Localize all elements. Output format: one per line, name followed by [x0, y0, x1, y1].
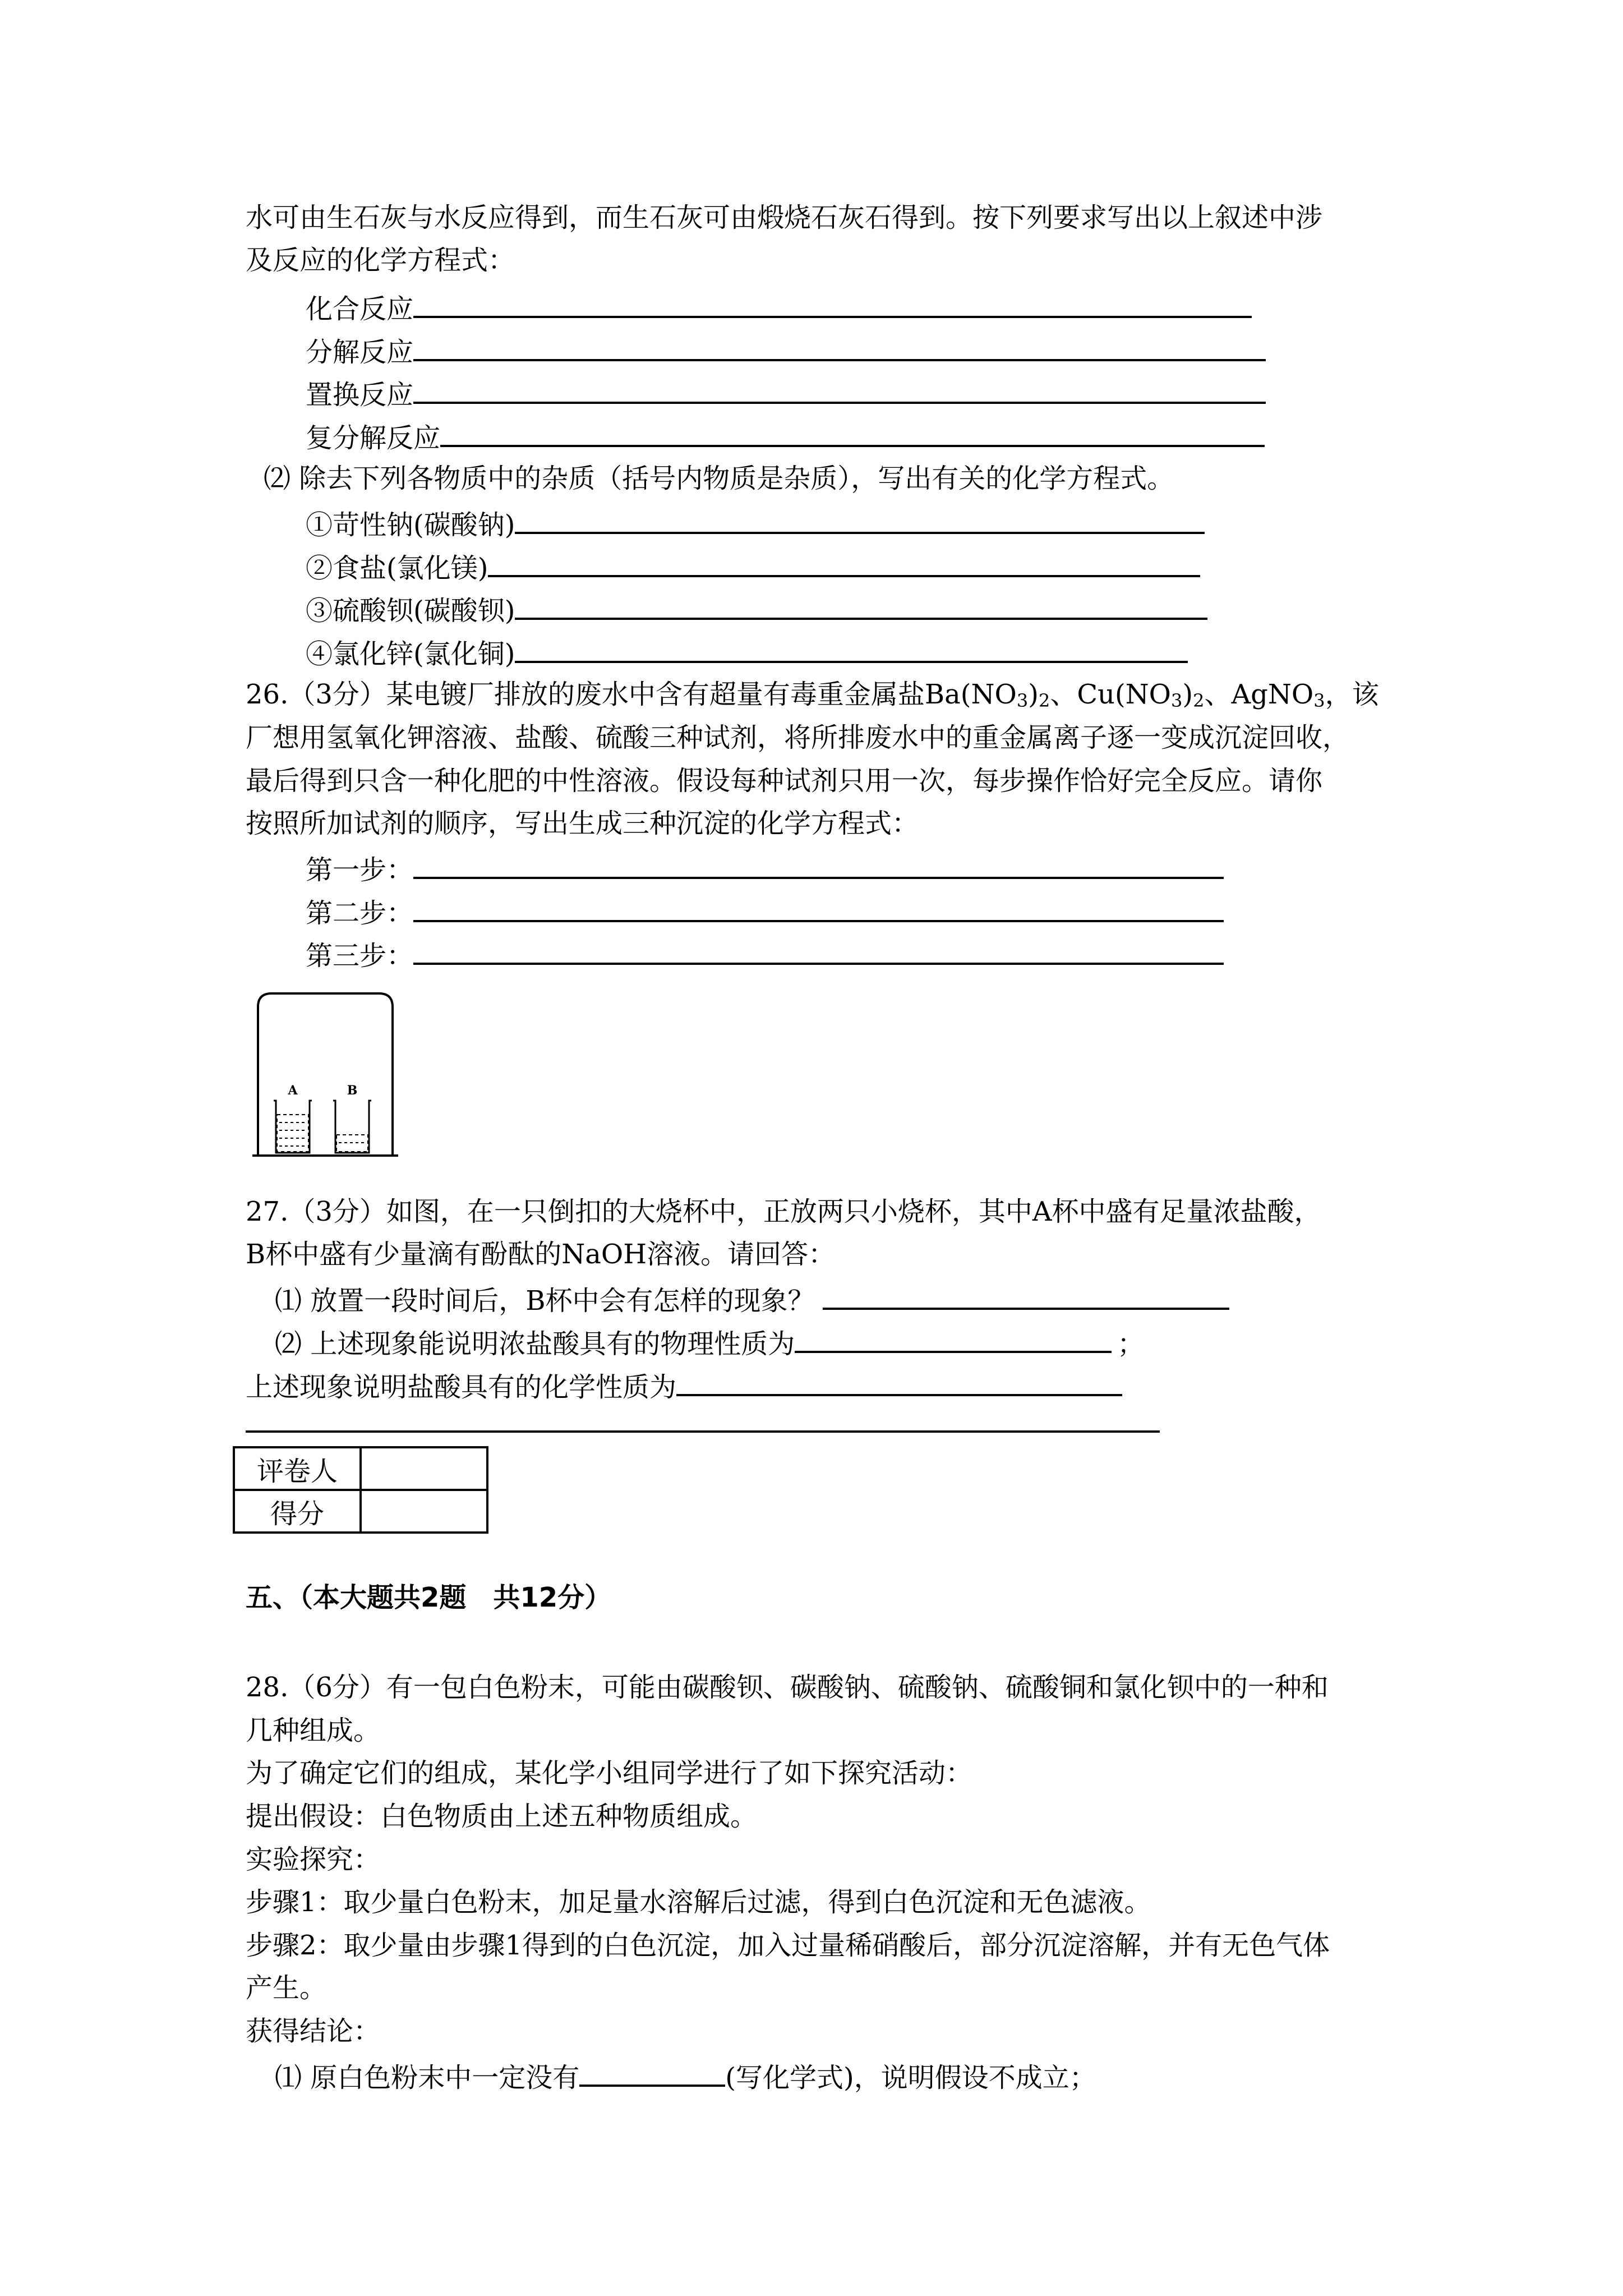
q27-line2: B杯中盛有少量滴有酚酞的NaOH溶液。请回答： — [246, 1239, 836, 1270]
impurity-label: ③硫酸钡(碳酸钡) — [306, 595, 515, 627]
q28-part1-text: ⑴ 原白色粉末中一定没有 — [275, 2062, 580, 2093]
score-label: 得分 — [234, 1490, 361, 1533]
impurity-2 — [306, 548, 1200, 585]
score-cell[interactable] — [361, 1490, 487, 1533]
section-title: 五、（本大题共2题 共12分） — [246, 1582, 612, 1613]
score-table — [233, 1446, 488, 1534]
answer-blank[interactable] — [515, 634, 1188, 663]
answer-blank[interactable] — [413, 332, 1266, 361]
answer-blank[interactable] — [795, 1324, 1112, 1353]
answer-blank[interactable] — [413, 893, 1224, 922]
reaction-label: 置换反应 — [306, 379, 414, 411]
q26-text: 、AgNO — [1204, 679, 1314, 710]
q27-part2 — [275, 1324, 1144, 1361]
q28-line1: 28.（6分）有一包白色粉末，可能由碳酸钡、碳酸钠、硫酸钠、硫酸铜和氯化钡中的一种和 — [246, 1672, 1329, 1703]
reaction-label: 复分解反应 — [306, 422, 441, 454]
subscript: 3 — [1313, 690, 1325, 711]
q26-text: 、Cu(NO — [1050, 679, 1172, 710]
q27-part2-text: ⑵ 上述现象能说明浓盐酸具有的物理性质为 — [275, 1328, 795, 1360]
q28-line6: 步骤1：取少量白色粉末，加足量水溶解后过滤，得到白色沉淀和无色滤液。 — [246, 1887, 1151, 1918]
q27-part1-text: ⑴ 放置一段时间后，B杯中会有怎样的现象？ — [275, 1285, 815, 1317]
answer-blank[interactable] — [515, 591, 1207, 620]
reaction-label: 分解反应 — [306, 337, 414, 368]
answer-blank[interactable] — [676, 1367, 1122, 1396]
q26-line3: 最后得到只含一种化肥的中性溶液。假设每种试剂只用一次，每步操作恰好完全反应。请你 — [246, 765, 1323, 797]
q27-chem-text: 上述现象说明盐酸具有的化学性质为 — [246, 1372, 677, 1403]
q25-intro-line2: 及反应的化学方程式： — [246, 245, 515, 276]
step-label: 第二步： — [306, 898, 414, 929]
q28-line4: 提出假设：白色物质由上述五种物质组成。 — [246, 1801, 758, 1832]
answer-blank[interactable] — [515, 505, 1205, 534]
q25-part2: ⑵ 除去下列各物质中的杂质（括号内物质是杂质），写出有关的化学方程式。 — [264, 463, 1174, 494]
grader-cell[interactable] — [361, 1447, 487, 1490]
q27-part2-end: ； — [1117, 1328, 1145, 1360]
q25-intro-line1: 水可由生石灰与水反应得到，而生石灰可由煅烧石灰石得到。按下列要求写出以上叙述中涉 — [246, 202, 1323, 233]
subscript: 2 — [1038, 690, 1050, 711]
answer-blank[interactable] — [488, 548, 1200, 577]
impurity-4 — [306, 634, 1188, 671]
reaction-double-decomposition — [306, 418, 1265, 455]
q28-line8: 产生。 — [246, 1972, 327, 2004]
beaker-a-label: A — [288, 1083, 298, 1098]
reaction-displacement — [306, 375, 1266, 412]
step-2 — [306, 893, 1224, 930]
beaker-b-label: B — [347, 1083, 358, 1098]
answer-blank[interactable] — [823, 1281, 1229, 1310]
q26-line2: 厂想用氢氧化钾溶液、盐酸、硫酸三种试剂，将所排废水中的重金属离子逐一变成沉淀回收， — [246, 722, 1350, 753]
subscript: 2 — [1193, 690, 1205, 711]
impurity-1 — [306, 505, 1205, 542]
q26-line1 — [246, 678, 1379, 717]
q26-line4: 按照所加试剂的顺序，写出生成三种沉淀的化学方程式： — [246, 808, 919, 839]
step-3 — [306, 936, 1224, 973]
answer-blank-continuation[interactable] — [246, 1430, 1160, 1433]
q27-line1: 27.（3分）如图，在一只倒扣的大烧杯中，正放两只小烧杯，其中A杯中盛有足量浓盐酸， — [246, 1196, 1321, 1227]
step-label: 第一步： — [306, 854, 414, 886]
grader-label: 评卷人 — [234, 1447, 361, 1490]
q28-line5: 实验探究： — [246, 1844, 381, 1875]
reaction-label: 化合反应 — [306, 293, 414, 325]
q28-line2: 几种组成。 — [246, 1715, 381, 1746]
q26-text: ) — [1182, 679, 1193, 710]
reaction-decomposition — [306, 332, 1266, 369]
q28-part1-end: (写化学式)，说明假设不成立； — [725, 2062, 1096, 2093]
subscript: 3 — [1171, 690, 1183, 711]
answer-blank[interactable] — [413, 936, 1224, 965]
q26-text: 26.（3分）某电镀厂排放的废水中含有超量有毒重金属盐Ba(NO — [246, 679, 1017, 710]
q26-text: ，该 — [1325, 679, 1379, 710]
q28-part1 — [275, 2058, 1096, 2095]
step-1 — [306, 850, 1224, 887]
q28-line7: 步骤2：取少量由步骤1得到的白色沉淀，加入过量稀硝酸后，部分沉淀溶解，并有无色气体 — [246, 1930, 1330, 1961]
impurity-label: ①苛性钠(碳酸钠) — [306, 509, 515, 541]
answer-blank[interactable] — [413, 850, 1224, 879]
step-label: 第三步： — [306, 940, 414, 972]
q28-line3: 为了确定它们的组成，某化学小组同学进行了如下探究活动： — [246, 1757, 973, 1789]
answer-blank[interactable] — [579, 2058, 725, 2087]
answer-blank[interactable] — [413, 375, 1266, 404]
impurity-label: ④氯化锌(氯化铜) — [306, 638, 515, 670]
beaker-figure — [252, 990, 398, 1158]
impurity-3 — [306, 591, 1207, 628]
answer-blank[interactable] — [440, 418, 1265, 447]
q27-chem-line — [246, 1367, 1122, 1404]
subscript: 3 — [1016, 690, 1029, 711]
q26-text: ) — [1028, 679, 1039, 710]
reaction-combination — [306, 289, 1252, 326]
q27-part1 — [275, 1281, 1229, 1318]
q28-line9: 获得结论： — [246, 2016, 381, 2047]
impurity-label: ②食盐(氯化镁) — [306, 553, 488, 584]
answer-blank[interactable] — [413, 289, 1252, 318]
